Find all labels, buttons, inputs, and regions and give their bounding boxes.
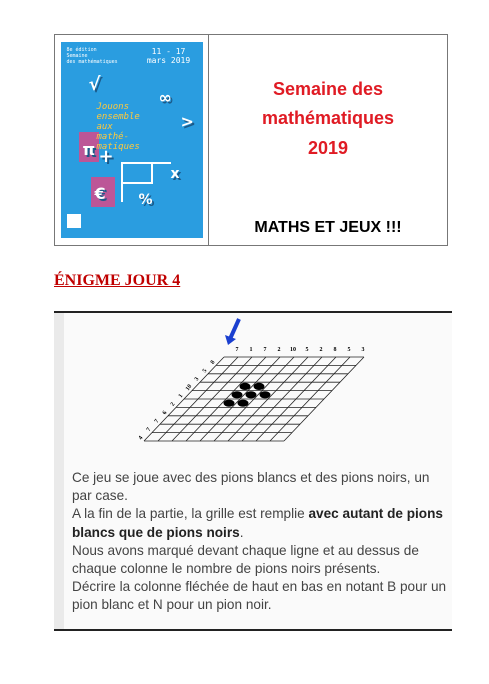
poster-slogan: Jouons ensemble aux mathé- matiques [96,102,140,152]
poster-edition: 8e édition Semaine des mathématiques [66,47,118,65]
poster-dates: 11 - 17 mars 2019 [146,47,191,65]
black-pion [232,391,243,398]
poster-frame [121,182,151,184]
row-count: 8 [209,359,217,366]
column-count: 1 [249,347,253,353]
poster-frame [151,162,153,184]
description-p2-bold: avec autant de pions blancs que de pions noirs [72,506,443,540]
column-count: 8 [333,347,337,353]
black-pion [240,383,251,390]
column-arrow-shaft [230,319,239,339]
column-count: 2 [277,347,281,353]
black-pion [246,391,257,398]
row-count: 1 [177,393,185,400]
x-symbol: x [170,166,180,182]
row-count: 6 [161,410,169,416]
black-pion [238,400,249,407]
puzzle-card [54,311,452,631]
row-count: 2 [169,401,177,408]
black-pion [254,383,265,390]
puzzle-grid-figure [54,313,452,463]
description-p2-end: . [239,524,244,540]
column-count: 7 [263,347,267,353]
row-count: 7 [145,426,153,433]
pi-symbol: π [82,140,96,159]
column-count: 5 [305,347,309,353]
description-paragraph-4: Décrire la colonne fléchée de haut en bas en notant B pour un pion blanc et N pour un pion noir. [72,579,447,613]
row-count: 4 [137,435,145,442]
percent-symbol: % [138,192,153,208]
event-poster [61,42,203,238]
ministry-logo [67,214,81,228]
row-count: 10 [185,383,194,393]
column-count: 10 [290,347,296,353]
black-pion [224,400,235,407]
puzzle-description [72,469,448,615]
column-count: 2 [319,347,323,353]
header-subtitle: MATHS ET JEUX !!! [254,219,402,236]
poster-frame [121,162,171,164]
header-title: Semaine des mathématiques [261,79,395,128]
plus-symbol: + [98,146,114,167]
column-count: 7 [235,347,239,353]
description-paragraph-2 [72,505,448,541]
grid-layer [144,357,364,441]
description-p2-start: A la fin de la partie, la grille est remplie [72,506,309,522]
row-count: 3 [193,376,201,383]
column-count: 3 [361,347,365,353]
poster-cell [55,35,209,245]
column-count: 5 [347,347,351,353]
euro-symbol: € [94,184,106,203]
row-count: 5 [201,368,209,374]
header-table [54,34,448,246]
description-paragraph-3: Nous avons marqué devant chaque ligne et au dessus de chaque colonne le nombre de pions noirs présents. [72,542,419,577]
description-paragraph-1: Ce jeu se joue avec des pions blancs et des pions noirs, un par case. [72,470,430,504]
sqrt-symbol: √ [88,74,101,95]
enigme-title: ÉNIGME JOUR 4 [54,272,181,289]
row-count: 7 [153,418,161,425]
title-cell [209,35,447,245]
black-pion [260,391,271,398]
header-year: 2019 [307,138,349,158]
greater-symbol: > [180,112,194,131]
infinity-symbol: ∞ [158,88,172,107]
